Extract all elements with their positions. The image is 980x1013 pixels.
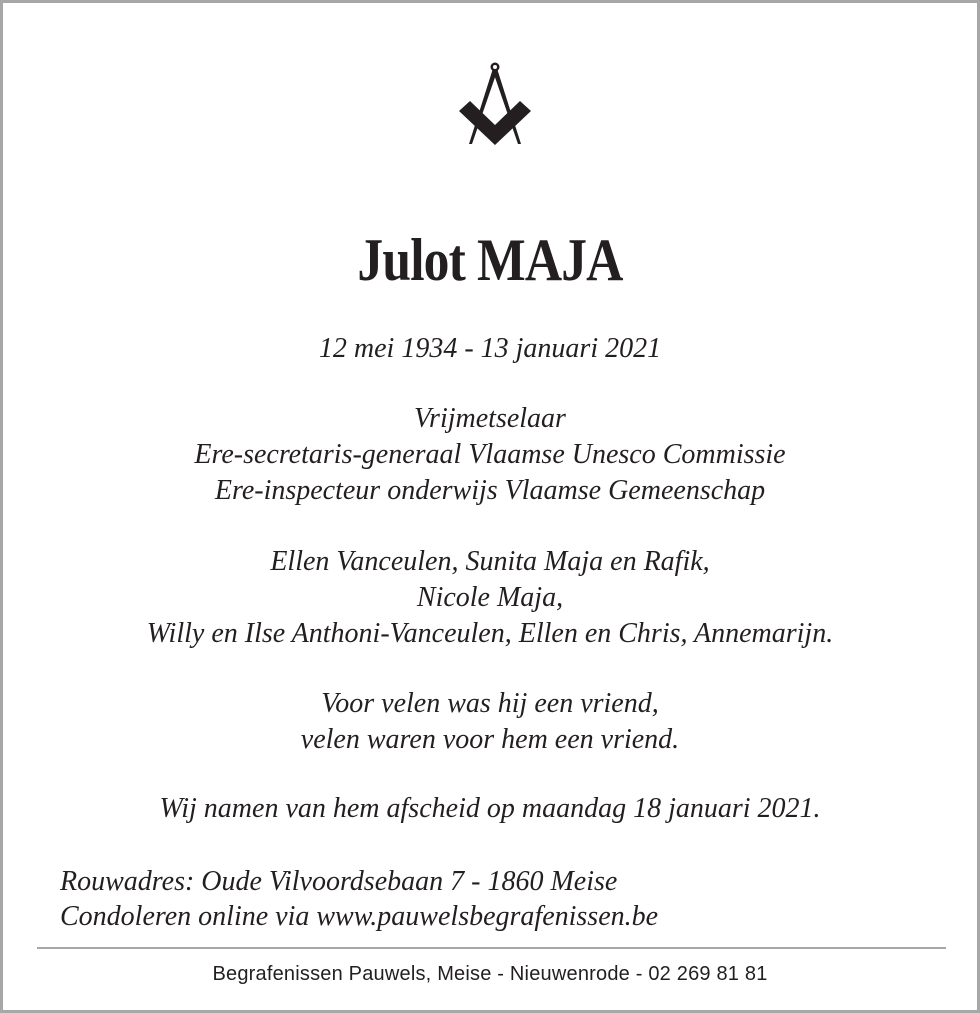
square-and-compasses-icon bbox=[458, 61, 532, 147]
title-line: Ere-inspecteur onderwijs Vlaamse Gemeenschap bbox=[214, 475, 766, 506]
deceased-name: Julot MAJA bbox=[357, 227, 623, 293]
funeral-home-footer: Begrafenissen Pauwels, Meise - Nieuwenrode - 02 269 81 81 bbox=[212, 963, 768, 985]
family-line: Nicole Maja, bbox=[416, 582, 564, 613]
quote-line: Voor velen was hij een vriend, bbox=[321, 688, 659, 719]
divider bbox=[37, 947, 946, 949]
farewell-text: Wij namen van hem afscheid op maandag 18 januari 2021. bbox=[159, 793, 821, 824]
family-line: Willy en Ilse Anthoni-Vanceulen, Ellen en Chris, Annemarijn. bbox=[146, 618, 834, 649]
mourning-address: Rouwadres: Oude Vilvoordsebaan 7 - 1860 Meise bbox=[60, 866, 618, 897]
title-line: Vrijmetselaar bbox=[414, 403, 566, 434]
family-line: Ellen Vanceulen, Sunita Maja en Rafik, bbox=[270, 546, 710, 577]
life-dates: 12 mei 1934 - 13 januari 2021 bbox=[318, 333, 662, 364]
title-line: Ere-secretaris-generaal Vlaamse Unesco Commissie bbox=[194, 439, 786, 470]
quote-line: velen waren voor hem een vriend. bbox=[300, 724, 680, 755]
condolences-link: Condoleren online via www.pauwelsbegrafenissen.be bbox=[60, 901, 659, 932]
